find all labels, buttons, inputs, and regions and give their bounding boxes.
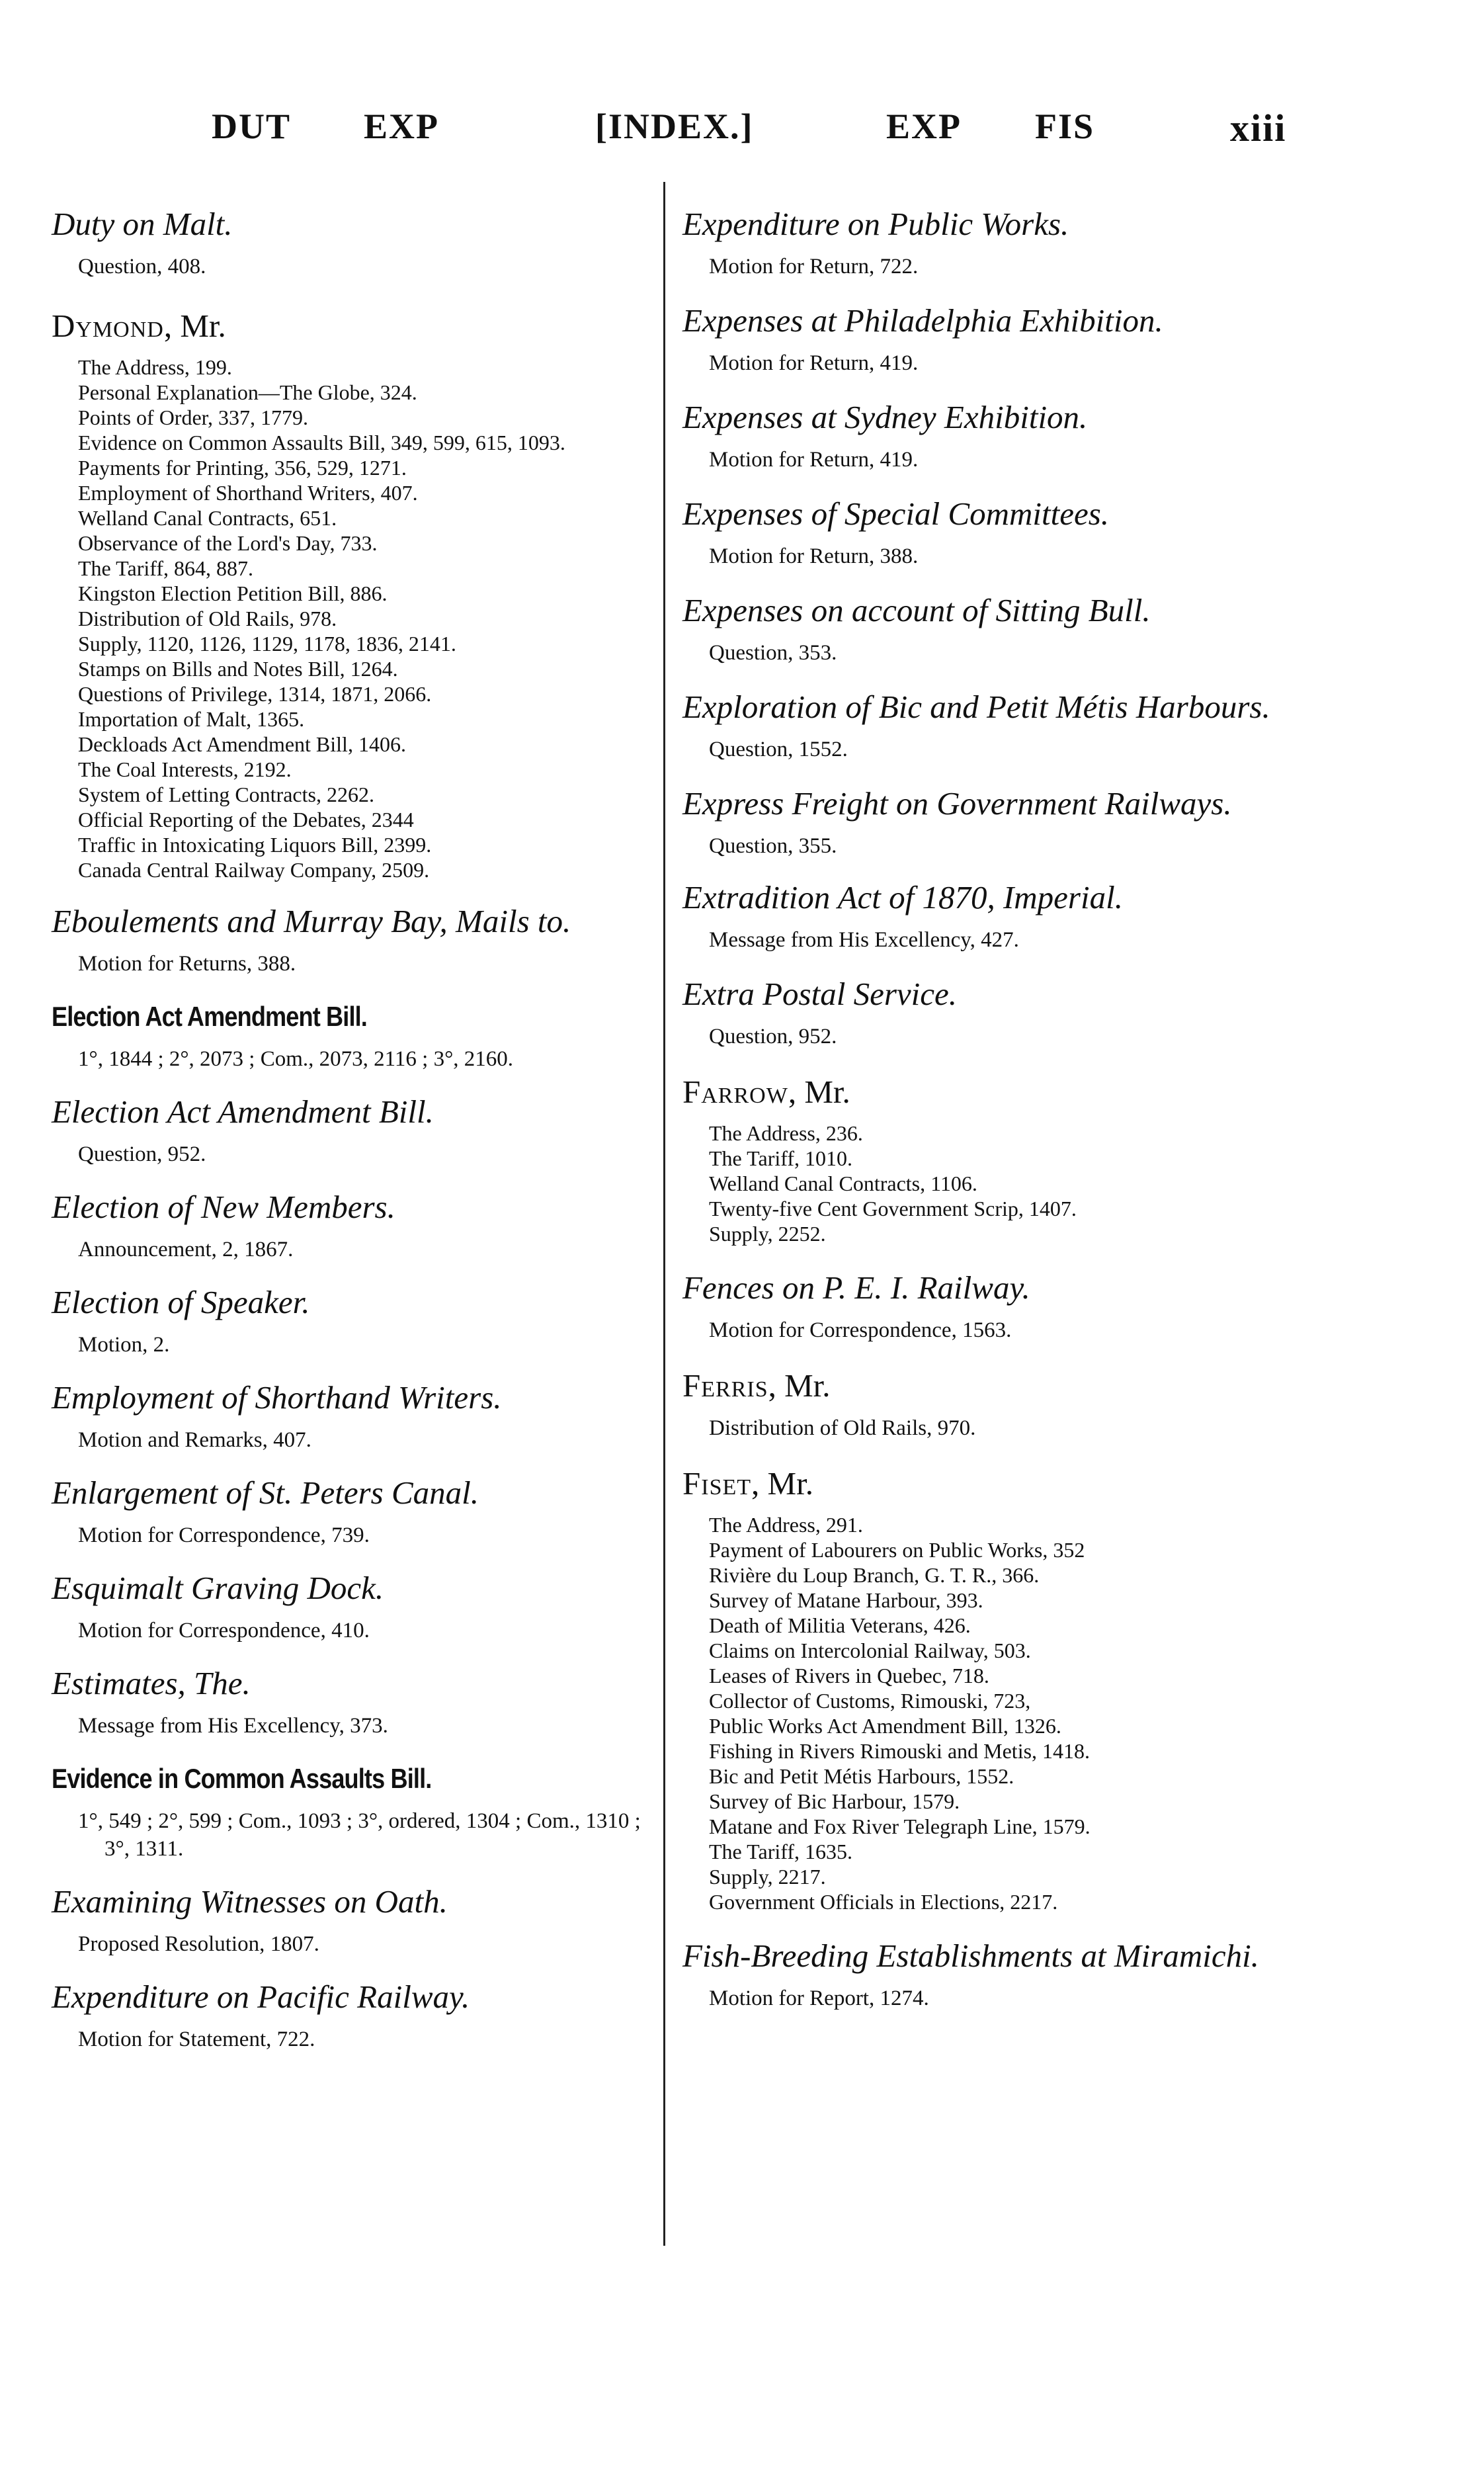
reference-line: Evidence on Common Assaults Bill, 349, 599, 615, 1093.: [78, 431, 565, 454]
index-column-right: [682, 185, 1291, 2012]
running-header: [198, 106, 1286, 152]
entry-references: [682, 1984, 1291, 2012]
header-left-second: EXP: [364, 106, 439, 146]
entry-references: [52, 1426, 660, 1454]
index-entry: [682, 302, 1291, 377]
entry-heading-member: [682, 1465, 1291, 1503]
reference-line: Motion for Statement, 722.: [78, 2027, 315, 2051]
entry-references: [52, 1807, 660, 1863]
index-entry: [52, 998, 660, 1073]
reference-line: Supply, 2217.: [709, 1865, 826, 1889]
entry-references: [682, 1414, 1291, 1442]
reference-line: Motion, 2.: [78, 1333, 170, 1357]
reference-line: Motion for Return, 388.: [709, 544, 919, 568]
reference-line: Official Reporting of the Debates, 2344: [78, 808, 414, 831]
entry-heading: Expenses at Philadelphia Exhibition.: [682, 302, 1163, 339]
reference-line: Motion for Correspondence, 739.: [78, 1523, 370, 1547]
entry-references: [52, 1140, 660, 1168]
column-divider: [663, 182, 665, 2246]
reference-line: Claims on Intercolonial Railway, 503.: [709, 1639, 1031, 1662]
index-entry: [52, 205, 660, 280]
header-right-second: FIS: [1035, 106, 1095, 146]
reference-line: Question, 353.: [709, 641, 837, 665]
reference-line: Distribution of Old Rails, 970.: [709, 1416, 976, 1440]
entry-heading: Fish-Breeding Establishments at Miramichi.: [682, 1938, 1259, 1974]
reference-line: 1°, 1844 ; 2°, 2073 ; Com., 2073, 2116 ; 3°, 2160.: [78, 1047, 514, 1071]
reference-line: Fishing in Rivers Rimouski and Metis, 1418.: [709, 1739, 1091, 1763]
reference-line: Survey of Matane Harbour, 393.: [709, 1588, 983, 1612]
entry-references: [682, 832, 1291, 860]
index-entry: [52, 1569, 660, 1644]
entry-heading-member: [682, 1367, 1291, 1405]
entry-heading: Enlargement of St. Peters Canal.: [52, 1474, 479, 1511]
index-entry: [52, 1664, 660, 1740]
reference-line: Stamps on Bills and Notes Bill, 1264.: [78, 657, 398, 681]
reference-line: The Tariff, 1010.: [709, 1146, 852, 1170]
reference-line: Leases of Rivers in Quebec, 718.: [709, 1664, 989, 1687]
index-entry: [682, 495, 1291, 570]
entry-references: [52, 1617, 660, 1644]
reference-line: The Coal Interests, 2192.: [78, 757, 292, 781]
index-entry: [682, 591, 1291, 667]
index-entry: [52, 1883, 660, 1958]
reference-line: Motion for Return, 419.: [709, 448, 919, 472]
header-left-first: DUT: [212, 106, 292, 146]
member-name: Farrow: [682, 1074, 788, 1110]
index-entry: [52, 1093, 660, 1168]
reference-line: Question, 355.: [709, 834, 837, 858]
reference-line: Points of Order, 337, 1779.: [78, 405, 309, 429]
reference-line: Motion for Return, 419.: [709, 351, 919, 375]
index-entry: [682, 878, 1291, 954]
reference-line: Questions of Privilege, 1314, 1871, 2066.: [78, 682, 432, 706]
entry-references: [682, 736, 1291, 763]
reference-line: Question, 952.: [78, 1142, 206, 1166]
entry-references: [682, 349, 1291, 377]
member-suffix: , Mr.: [768, 1367, 831, 1404]
entry-heading-bill: Evidence in Common Assaults Bill.: [52, 1763, 432, 1794]
index-entry: [682, 1269, 1291, 1344]
entry-references: [52, 253, 660, 280]
reference-line: 1°, 549 ; 2°, 599 ; Com., 1093 ; 3°, ordered, 1304 ; Com., 1310 ; 3°, 1311.: [78, 1809, 641, 1861]
entry-heading: Election of New Members.: [52, 1189, 395, 1225]
entry-references: [52, 1331, 660, 1359]
entry-references: [682, 639, 1291, 667]
reference-line: Collector of Customs, Rimouski, 723,: [709, 1689, 1031, 1713]
entry-heading-member: [52, 307, 660, 345]
index-entry: [682, 785, 1291, 860]
reference-line: System of Letting Contracts, 2262.: [78, 783, 374, 806]
member-suffix: , Mr.: [751, 1465, 813, 1502]
member-suffix: , Mr.: [163, 308, 226, 344]
header-right-first: EXP: [886, 106, 962, 146]
reference-line: Matane and Fox River Telegraph Line, 1579.: [709, 1814, 1091, 1838]
reference-line: Traffic in Intoxicating Liquors Bill, 2399.: [78, 833, 432, 857]
index-entry: [52, 1379, 660, 1454]
entry-heading: Election of Speaker.: [52, 1284, 310, 1320]
reference-line: Twenty-five Cent Government Scrip, 1407.: [709, 1197, 1077, 1220]
entry-heading: Duty on Malt.: [52, 206, 233, 242]
entry-references: [682, 1121, 1291, 1246]
entry-references: [52, 2025, 660, 2053]
reference-line: Rivière du Loup Branch, G. T. R., 366.: [709, 1563, 1040, 1587]
entry-heading: Fences on P. E. I. Railway.: [682, 1269, 1030, 1306]
index-entry: [682, 688, 1291, 763]
entry-references: [682, 253, 1291, 280]
entry-heading: Eboulements and Murray Bay, Mails to.: [52, 903, 571, 939]
reference-line: Supply, 2252.: [709, 1222, 826, 1246]
reference-line: Kingston Election Petition Bill, 886.: [78, 581, 388, 605]
entry-heading: Expenses of Special Committees.: [682, 495, 1110, 532]
entry-heading: Employment of Shorthand Writers.: [52, 1379, 502, 1416]
reference-line: Question, 408.: [78, 255, 206, 278]
entry-heading: Expenditure on Public Works.: [682, 206, 1069, 242]
entry-references: [52, 1236, 660, 1263]
entry-heading: Examining Witnesses on Oath.: [52, 1883, 448, 1920]
reference-line: Canada Central Railway Company, 2509.: [78, 858, 430, 882]
member-name: Dymond: [52, 308, 164, 344]
reference-line: Public Works Act Amendment Bill, 1326.: [709, 1714, 1061, 1738]
entry-heading-bill: Election Act Amendment Bill.: [52, 1001, 367, 1032]
index-entry: [682, 1465, 1291, 1914]
entry-references: [682, 1316, 1291, 1344]
reference-line: The Address, 199.: [78, 355, 232, 379]
index-entry: [52, 902, 660, 978]
member-suffix: , Mr.: [788, 1074, 850, 1110]
member-name: Fiset: [682, 1465, 752, 1502]
entry-heading: Extradition Act of 1870, Imperial.: [682, 879, 1123, 916]
reference-line: The Tariff, 864, 887.: [78, 556, 253, 580]
reference-line: Motion for Report, 1274.: [709, 1986, 929, 2010]
page-number: xiii: [1230, 106, 1287, 149]
reference-line: Proposed Resolution, 1807.: [78, 1932, 319, 1956]
reference-line: Payment of Labourers on Public Works, 352: [709, 1538, 1085, 1562]
reference-line: Motion for Correspondence, 1563.: [709, 1318, 1012, 1342]
member-name: Ferris: [682, 1367, 768, 1404]
entry-heading: Extra Postal Service.: [682, 976, 958, 1012]
index-entry: [682, 1073, 1291, 1246]
reference-line: Announcement, 2, 1867.: [78, 1238, 294, 1261]
index-entry: [52, 1188, 660, 1263]
index-entry: [682, 1937, 1291, 2012]
entry-references: [52, 1930, 660, 1958]
reference-line: Supply, 1120, 1126, 1129, 1178, 1836, 2141.: [78, 632, 456, 656]
index-entry: [52, 1474, 660, 1549]
reference-line: Distribution of Old Rails, 978.: [78, 607, 337, 630]
reference-line: Payments for Printing, 356, 529, 1271.: [78, 456, 407, 480]
index-entry: [682, 398, 1291, 474]
entry-heading: Exploration of Bic and Petit Métis Harbours.: [682, 689, 1270, 725]
reference-line: Government Officials in Elections, 2217.: [709, 1890, 1058, 1914]
reference-line: Observance of the Lord's Day, 733.: [78, 531, 378, 555]
reference-line: Question, 952.: [709, 1025, 837, 1048]
reference-line: Survey of Bic Harbour, 1579.: [709, 1789, 960, 1813]
reference-line: Question, 1552.: [709, 738, 848, 761]
entry-heading: Esquimalt Graving Dock.: [52, 1570, 384, 1606]
reference-line: Bic and Petit Métis Harbours, 1552.: [709, 1764, 1014, 1788]
reference-line: Message from His Excellency, 427.: [709, 928, 1019, 952]
entry-references: [52, 1045, 660, 1073]
entry-heading: Expenditure on Pacific Railway.: [52, 1979, 470, 2015]
reference-line: Motion and Remarks, 407.: [78, 1428, 311, 1452]
entry-references: [52, 355, 660, 882]
index-entry: [52, 307, 660, 882]
entry-references: [52, 950, 660, 978]
entry-references: [52, 1521, 660, 1549]
reference-line: The Address, 291.: [709, 1513, 863, 1537]
reference-line: Message from His Excellency, 373.: [78, 1714, 388, 1738]
index-entry: [52, 1283, 660, 1359]
reference-line: Welland Canal Contracts, 651.: [78, 506, 337, 530]
index-entry: [682, 1367, 1291, 1442]
entry-heading-member: [682, 1073, 1291, 1111]
reference-line: Death of Militia Veterans, 426.: [709, 1613, 971, 1637]
index-entry: [682, 975, 1291, 1050]
entry-references: [52, 1712, 660, 1740]
entry-references: [682, 1023, 1291, 1050]
entry-references: [682, 542, 1291, 570]
reference-line: The Address, 236.: [709, 1121, 863, 1145]
index-column-left: [52, 185, 660, 2053]
reference-line: Importation of Malt, 1365.: [78, 707, 305, 731]
entry-heading: Estimates, The.: [52, 1665, 251, 1701]
reference-line: Deckloads Act Amendment Bill, 1406.: [78, 732, 406, 756]
entry-heading: Expenses at Sydney Exhibition.: [682, 399, 1088, 435]
reference-line: Welland Canal Contracts, 1106.: [709, 1171, 977, 1195]
reference-line: The Tariff, 1635.: [709, 1840, 852, 1863]
entry-heading: Election Act Amendment Bill.: [52, 1093, 434, 1130]
reference-line: Employment of Shorthand Writers, 407.: [78, 481, 418, 505]
entry-heading: Expenses on account of Sitting Bull.: [682, 592, 1151, 628]
entry-heading: Express Freight on Government Railways.: [682, 785, 1232, 822]
header-center: [INDEX.]: [595, 106, 754, 146]
entry-references: [682, 446, 1291, 474]
reference-line: Motion for Return, 722.: [709, 255, 919, 278]
reference-line: Personal Explanation—The Globe, 324.: [78, 380, 417, 404]
reference-line: Motion for Returns, 388.: [78, 952, 296, 976]
entry-references: [682, 926, 1291, 954]
index-entry: [52, 1760, 660, 1863]
entry-references: [682, 1512, 1291, 1914]
index-entry: [682, 205, 1291, 280]
index-entry: [52, 1978, 660, 2053]
reference-line: Motion for Correspondence, 410.: [78, 1619, 370, 1642]
